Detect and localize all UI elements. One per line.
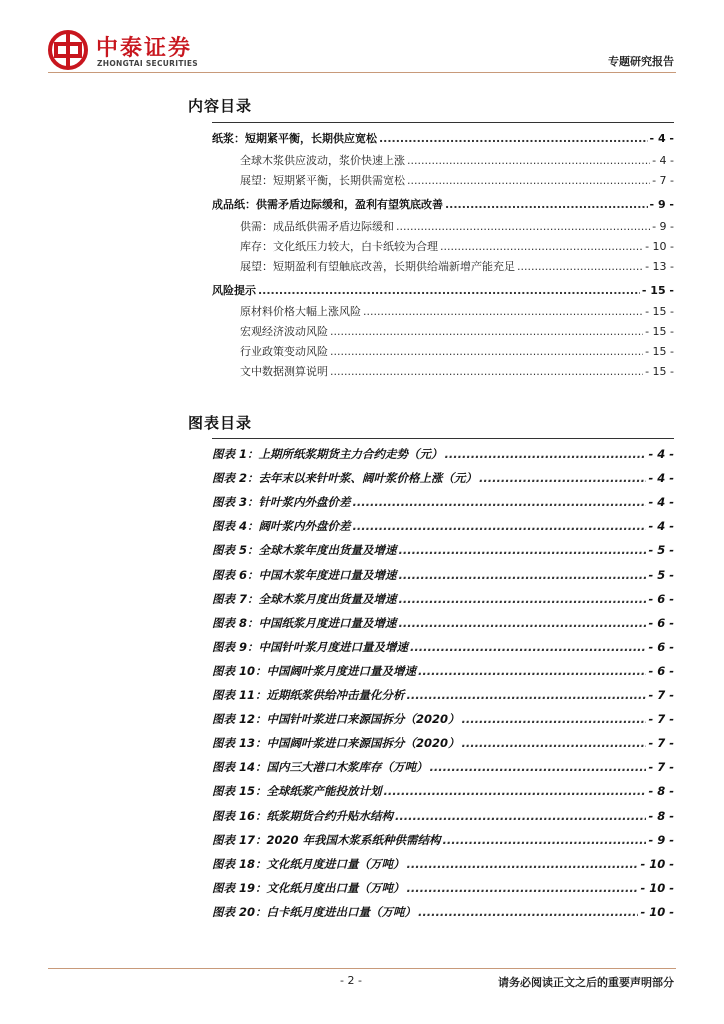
toc-subentry[interactable] xyxy=(240,238,674,254)
figure-entry-page: - 4 - xyxy=(648,519,674,533)
figures-divider xyxy=(212,438,674,439)
logo-english-name: ZHONGTAI SECURITIES xyxy=(97,59,198,68)
figure-entry-page: - 10 - xyxy=(640,905,674,919)
toc-title: 内容目录 xyxy=(188,97,253,115)
figure-entry[interactable] xyxy=(212,470,674,486)
figure-entry[interactable] xyxy=(212,687,674,703)
toc-entry-page: - 4 - xyxy=(649,132,674,145)
figure-entry-label: 图表 7：全球木浆月度出货量及增速 xyxy=(212,592,397,606)
toc-entry-page: - 15 - xyxy=(641,284,674,297)
toc-entry-page: - 10 - xyxy=(645,240,674,253)
figure-entry[interactable] xyxy=(212,639,674,655)
figure-entry-label: 图表 19：文化纸月度出口量（万吨） xyxy=(212,881,405,895)
company-logo xyxy=(48,30,248,74)
figure-entry-page: - 6 - xyxy=(648,664,674,678)
toc-entry-page: - 9 - xyxy=(652,220,674,233)
toc-entry-label: 全球木浆供应波动，浆价快速上涨 xyxy=(240,154,405,167)
figure-entry-page: - 10 - xyxy=(640,881,674,895)
toc-subentry[interactable] xyxy=(240,303,674,319)
toc-entry-label: 展望：短期紧平衡，长期供需宽松 xyxy=(240,174,405,187)
figure-entry-page: - 5 - xyxy=(648,543,674,557)
toc-divider xyxy=(212,122,674,123)
figure-entry-label: 图表 13：中国阔叶浆进口来源国拆分（2020） xyxy=(212,736,460,750)
figure-entry-label: 图表 3：针叶浆内外盘价差 xyxy=(212,495,351,509)
figure-entry[interactable] xyxy=(212,856,674,872)
disclaimer-text: 请务必阅读正文之后的重要声明部分 xyxy=(498,976,674,989)
toc-entry-page: - 15 - xyxy=(645,325,674,338)
toc-entry-page: - 13 - xyxy=(645,260,674,273)
figure-entry-page: - 4 - xyxy=(648,495,674,509)
figure-entry-label: 图表 16：纸浆期货合约升贴水结构 xyxy=(212,809,394,823)
figure-entry-label: 图表 9：中国针叶浆月度进口量及增速 xyxy=(212,640,409,654)
toc-entry-label: 纸浆：短期紧平衡，长期供应宽松 xyxy=(212,132,377,145)
figure-entry-label: 图表 8：中国纸浆月度进口量及增速 xyxy=(212,616,397,630)
page-header xyxy=(0,0,724,80)
figure-entry[interactable] xyxy=(212,542,674,558)
toc-entry-page: - 15 - xyxy=(645,365,674,378)
toc-subentry[interactable] xyxy=(240,343,674,359)
figure-entry-label: 图表 10：中国阔叶浆月度进口量及增速 xyxy=(212,664,417,678)
figure-entry[interactable] xyxy=(212,567,674,583)
figure-entry-label: 图表 11：近期纸浆供给冲击量化分析 xyxy=(212,688,405,702)
figure-entry[interactable] xyxy=(212,783,674,799)
figure-entry-label: 图表 12：中国针叶浆进口来源国拆分（2020） xyxy=(212,712,460,726)
toc-entry-label: 库存：文化纸压力较大，白卡纸较为合理 xyxy=(240,240,438,253)
figure-entry-label: 图表 4：阔叶浆内外盘价差 xyxy=(212,519,351,533)
header-divider xyxy=(48,72,676,73)
toc-entry-page: - 15 - xyxy=(645,345,674,358)
figure-entry[interactable] xyxy=(212,446,674,462)
figure-entry-label: 图表 1：上期所纸浆期货主力合约走势（元） xyxy=(212,447,443,461)
toc-entry-label: 文中数据测算说明 xyxy=(240,365,328,378)
figure-entry[interactable] xyxy=(212,711,674,727)
figure-entry-page: - 4 - xyxy=(648,471,674,485)
toc-entry-label: 成品纸：供需矛盾边际缓和，盈利有望筑底改善 xyxy=(212,198,443,211)
figure-entry[interactable] xyxy=(212,759,674,775)
toc-entry-label: 展望：短期盈利有望触底改善，长期供给端新增产能充足 xyxy=(240,260,515,273)
figure-entry-label: 图表 20：白卡纸月度进出口量（万吨） xyxy=(212,905,417,919)
figure-entry-page: - 5 - xyxy=(648,568,674,582)
figure-entry-page: - 6 - xyxy=(648,640,674,654)
figure-entry[interactable] xyxy=(212,494,674,510)
toc-subentry[interactable] xyxy=(240,152,674,168)
figure-entry-label: 图表 18：文化纸月度进口量（万吨） xyxy=(212,857,405,871)
toc-entry-page: - 15 - xyxy=(645,305,674,318)
figure-entry-page: - 8 - xyxy=(648,784,674,798)
toc-subentry[interactable] xyxy=(240,218,674,234)
figure-entry-page: - 8 - xyxy=(648,809,674,823)
figure-entry-page: - 7 - xyxy=(648,712,674,726)
toc-entry-page: - 9 - xyxy=(649,198,674,211)
toc-entry-label: 宏观经济波动风险 xyxy=(240,325,328,338)
figure-entry-label: 图表 5：全球木浆年度出货量及增速 xyxy=(212,543,397,557)
toc-entry-label: 供需：成品纸供需矛盾边际缓和 xyxy=(240,220,394,233)
toc-subentry[interactable] xyxy=(240,363,674,379)
toc-entry-label: 行业政策变动风险 xyxy=(240,345,328,358)
figure-entry-page: - 10 - xyxy=(640,857,674,871)
figure-entry[interactable] xyxy=(212,808,674,824)
figure-entry-page: - 6 - xyxy=(648,616,674,630)
toc-subentry[interactable] xyxy=(240,323,674,339)
figure-entry[interactable] xyxy=(212,832,674,848)
figure-entry-label: 图表 2：去年末以来针叶浆、阔叶浆价格上涨（元） xyxy=(212,471,478,485)
figure-entry-label: 图表 6：中国木浆年度进口量及增速 xyxy=(212,568,397,582)
figure-entry[interactable] xyxy=(212,518,674,534)
figure-entry-label: 图表 17：2020 年我国木浆系纸种供需结构 xyxy=(212,833,441,847)
toc-entry-label: 原材料价格大幅上涨风险 xyxy=(240,305,361,318)
figure-entry-label: 图表 14：国内三大港口木浆库存（万吨） xyxy=(212,760,428,774)
figure-entry[interactable] xyxy=(212,735,674,751)
page-number: - 2 - xyxy=(340,974,362,987)
logo-chinese-name: 中泰证券 xyxy=(96,36,193,61)
toc-entry-label: 风险提示 xyxy=(212,284,256,297)
figure-entry-page: - 6 - xyxy=(648,592,674,606)
zhongtai-logo-icon xyxy=(48,30,88,70)
report-type-label: 专题研究报告 xyxy=(608,55,674,68)
figure-entry[interactable] xyxy=(212,880,674,896)
toc-entry[interactable] xyxy=(212,196,674,212)
figure-entry-page: - 9 - xyxy=(648,833,674,847)
figure-entry-page: - 7 - xyxy=(648,688,674,702)
figure-entry-page: - 7 - xyxy=(648,736,674,750)
toc-subentry[interactable] xyxy=(240,172,674,188)
figure-entry[interactable] xyxy=(212,663,674,679)
figure-entry-page: - 4 - xyxy=(648,447,674,461)
figure-entry[interactable] xyxy=(212,904,674,920)
figure-entry[interactable] xyxy=(212,615,674,631)
toc-entry[interactable] xyxy=(212,130,674,146)
toc-entry[interactable] xyxy=(212,282,674,298)
toc-entry-page: - 7 - xyxy=(652,174,674,187)
toc-subentry[interactable] xyxy=(240,258,674,274)
figure-entry[interactable] xyxy=(212,591,674,607)
figure-entry-page: - 7 - xyxy=(648,760,674,774)
figures-title: 图表目录 xyxy=(188,414,253,432)
figure-entry-label: 图表 15：全球纸浆产能投放计划 xyxy=(212,784,382,798)
toc-entry-page: - 4 - xyxy=(652,154,674,167)
footer-divider xyxy=(48,968,676,969)
